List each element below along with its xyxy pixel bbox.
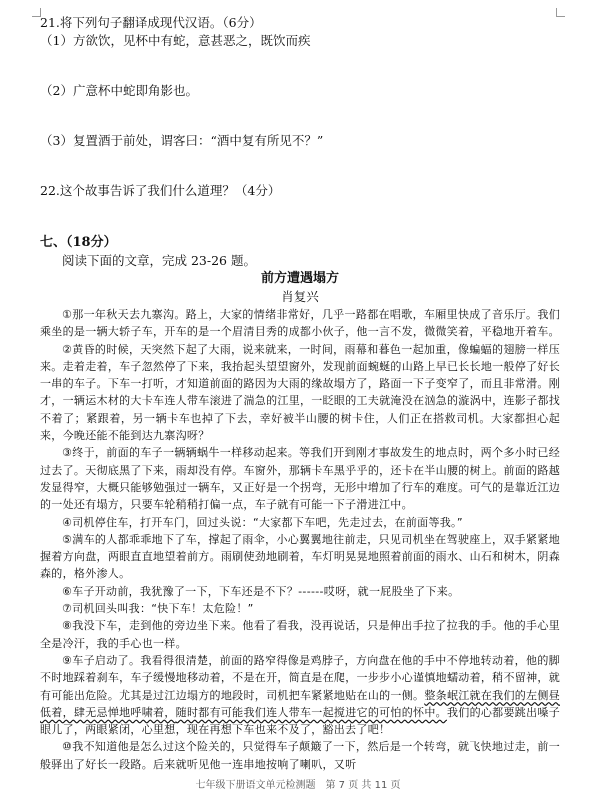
underlined-sentence-b: 随时都有可能我们连人带车一起搅进它的可怕的怀中。: [175, 705, 447, 719]
article-title: 前方遭遇塌方: [260, 271, 339, 286]
paragraph-8: ⑧我没下车，走到他的旁边坐下来。他看了看我，没再说话，只是伸出手拉了拉我的手。他的手心里全是冷汗，我的手心也一样。: [40, 619, 560, 650]
section-instruction: 阅读下面的文章，完成 23-26 题。: [62, 253, 256, 268]
underlined-sentence-a: 整条岷江就在我们的左侧昼低着，肆无忌惮地呼啸着，: [40, 688, 560, 719]
section-heading: 七、（18分）: [40, 235, 117, 250]
paragraph-7: ⑦司机回头叫我：“快下车！太危险！”: [62, 602, 254, 616]
page-footer: 七年级下册语文单元检测题 第 7 页 共 11 页: [195, 780, 401, 791]
question-21-sentence-1: （1）方欲饮，见杯中有蛇，意甚恶之，既饮而疾: [40, 33, 311, 48]
paragraph-3: ③终于，前面的车子一辆辆蜗牛一样移动起来。等我们开到刚才事故发生的地点时，两个多小时已经过去了。天彻底黑了下来，雨却没有停。车窗外，那辆卡车黑乎乎的，还卡在半山腰的树上。前面的路越发显得窄，大概只能够勉强过一辆车，又正好是一个拐弯，无形中增加了行车的难度。可气的是靠近江边的一处还有塌方，只要车轮稍稍打偏一点，车子就有可能一下子滑进江中。: [40, 446, 560, 512]
paragraph-6: ⑥车子开动前，我犹豫了一下，下车还是不下？------哎呀，就一屁股坐了下来。: [62, 584, 460, 598]
question-21-sentence-2: （2）广意杯中蛇即角影也。: [40, 83, 198, 98]
document-page: [40, 14, 560, 773]
paragraph-2: ②黄昏的时候，天突然下起了大雨，说来就来，一时间，雨幕和暮色一起加重，像蝙蝠的翅膀一样压来。走着走着，车子忽然停了下来，我抬起头望望窗外，发现前面蜿蜒的山路上早已长长地一般停了好长一串的车子。下车一打听，才知道前面的路因为大雨的缘故塌方了，路面一下子变窄了，而且非常滑。刚才，一辆运木材的大卡车连人带车滚进了湍急的江里，一眨眼的工夫就淹没在汹急的漩涡中，连影子都找不着了；紧跟着，另一辆卡车也掉了下去，幸好被半山腰的树卡住，人们正在搭救司机。大家都担心起来，今晚还能不能到达九寨沟呀？: [40, 342, 560, 443]
paragraph-10: ⑩我不知道他是怎么过这个险关的，只觉得车子颠簸了一下，然后是一个转弯，就飞快地过走，前一般驿出了好长一段路。后来就听见他一连串地按响了喇叭，又听: [40, 740, 560, 771]
article-body: [40, 306, 560, 773]
paragraph-1: ①那一年秋天去九寨沟。路上，大家的情绪非常好，几乎一路都在唱歌，车厢里快成了音乐厅。我们乘坐的是一辆大轿子车，开车的是一个眉清目秀的成都小伙子，他一言不发，微微笑着，平稳地开着车。: [40, 308, 560, 339]
question-22: 22.这个故事告诉了我们什么道理？（4分）: [40, 183, 281, 198]
question-21: 21.将下列句子翻译成现代汉语。（6分）: [40, 15, 262, 30]
paragraph-4: ④司机停住车，打开车门，回过头说：“大家都下车吧，先走过去，在前面等我。”: [62, 515, 463, 529]
paragraph-9: ⑨车子启动了。我看得很清楚，前面的路窄得像是鸡脖子，方向盘在他的手中不停地转动着，他的脚不时地踩着刹车，车子缓慢地移动着，不是在开，简直是在爬，一步步小心谨慎地蠕动着，稍不留神，就有可能出危险。尤其是过江边塌方的地段时，司机把车紧紧地贴在山的一侧。整条岷江就在我们的左侧昼低着，肆无忌惮地呼啸着，随时都有可能我们连人带车一起搅进它的可怕的怀中。我们的心都要跳出嗓子眼儿了，两眼紧闭，心里想，现在再想下车也来不及了，豁出去了吧！: [40, 653, 561, 737]
article-author: 肖复兴: [281, 289, 319, 304]
question-21-sentence-3: （3）复置酒于前处，谓客曰：“酒中复有所见不？”: [40, 133, 324, 148]
paragraph-5: ⑤满车的人都乖乖地下了车，撑起了雨伞，小心翼翼地往前走，只见司机坐在驾驶座上，双手紧紧地握着方向盘，两眼直直地望着前方。雨刷使劲地刷着，车灯明晃晃地照着前面的雨水、山石和树木，阴森森的，格外渗人。: [40, 532, 560, 581]
